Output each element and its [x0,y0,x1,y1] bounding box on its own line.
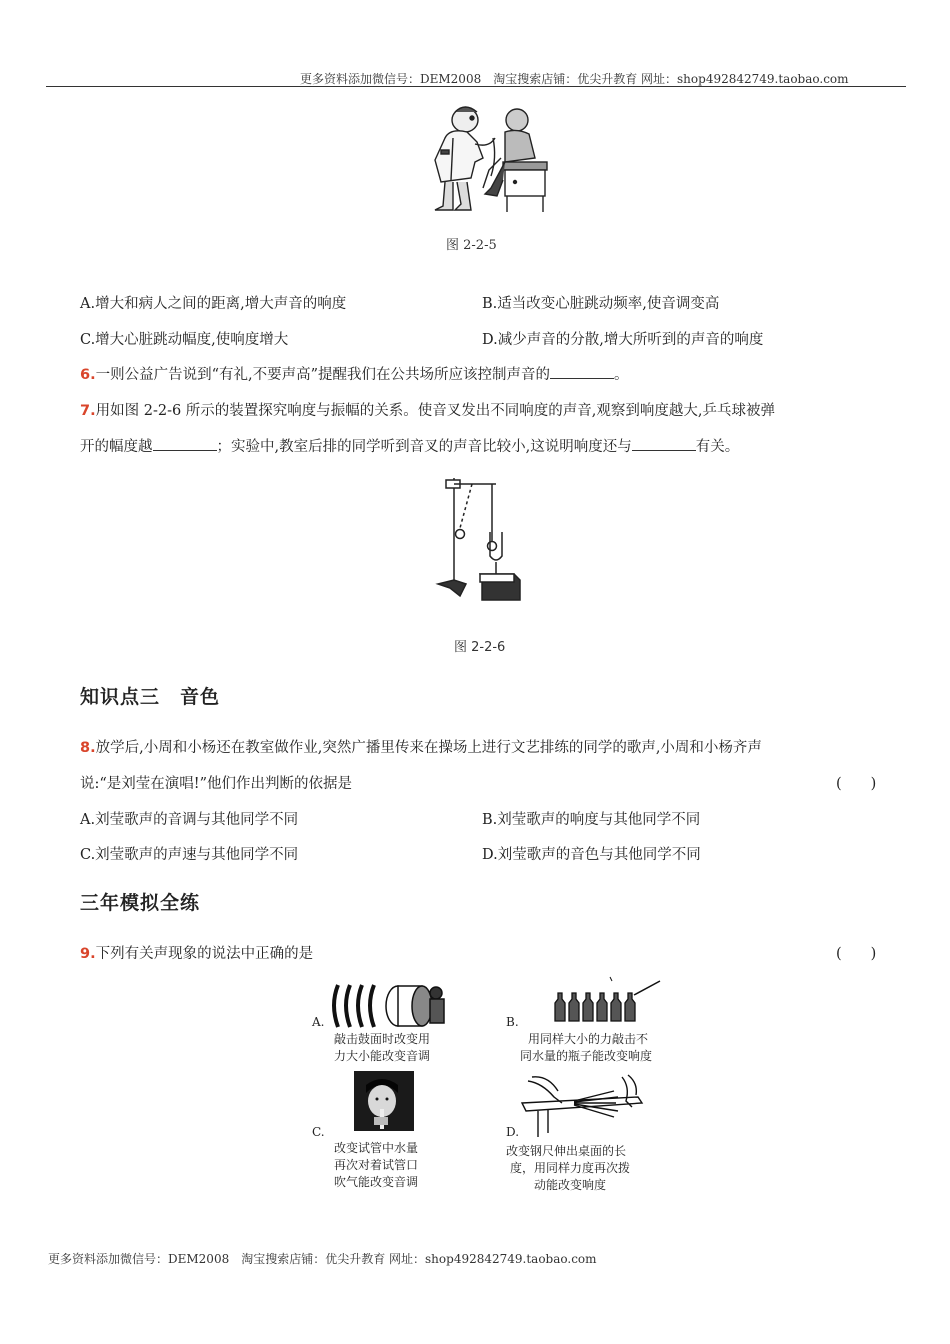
q8-option-a: A.刘莹歌声的音调与其他同学不同 [80,812,299,828]
section-title-mock: 三年模拟全练 [80,892,201,914]
q9-figure [310,975,680,1197]
page-header: 更多资料添加微信号：DEM2008 淘宝搜索店铺：优尖升教育 网址：shop492842749.taobao.com [300,72,849,86]
figure-2-2-6-caption: 图 2-2-6 [454,640,506,655]
girl-test-tube-photo [354,1071,414,1131]
q8-line2: 说:“是刘莹在演唱!”他们作出判断的依据是 [80,776,353,792]
question-7-line1 [80,399,775,420]
figure-2-2-5-caption: 图 2-2-5 [446,238,497,253]
figure-doctor-stethoscope [405,98,565,218]
q5-option-d: D.减少声音的分散,增大所听到的声音的响度 [482,332,764,348]
q7-blank-2[interactable] [632,438,696,451]
question-7-line2 [80,435,739,456]
q9-fig-a-letter: A. [312,1015,325,1029]
header-divider [46,86,906,87]
q5-option-c: C.增大心脏跳动幅度,使响度增大 [80,332,289,348]
q8-option-c: C.刘莹歌声的声速与其他同学不同 [80,847,299,863]
q5-option-a: A.增大和病人之间的距离,增大声音的响度 [80,296,347,312]
q9-fig-d-line1: 改变钢尺伸出桌面的长 [506,1144,627,1158]
question-6 [80,363,629,384]
q9-answer-paren[interactable]: ( ) [836,946,877,962]
q8-number: 8. [80,740,96,756]
q9-text: 下列有关声现象的说法中正确的是 [95,946,314,962]
q9-fig-a-line2: 力大小能改变音调 [334,1049,431,1063]
q9-fig-c-line1: 改变试管中水量 [334,1141,419,1155]
question-9 [80,942,313,963]
q6-end: 。 [614,367,629,383]
q6-number: 6. [80,367,96,383]
question-8-line1 [80,736,762,757]
q7-blank-1[interactable] [153,438,217,451]
q7-line1: 用如图 2-2-6 所示的装置探究响度与振幅的关系。使音叉发出不同响度的声音,观察到响度越大,乒乓球被弹 [95,403,776,419]
q8-option-b: B.刘莹歌声的响度与其他同学不同 [482,812,701,828]
q9-fig-d-line3: 动能改变响度 [534,1178,607,1192]
q6-text: 一则公益广告说到“有礼,不要声高”提醒我们在公共场所应该控制声音的 [95,367,551,383]
section-title-timbre: 知识点三 音色 [80,686,221,708]
q8-option-d: D.刘莹歌声的音色与其他同学不同 [482,847,701,863]
q9-fig-b-line1: 用同样大小的力敲击不 [528,1032,649,1046]
q8-answer-paren[interactable]: ( ) [836,776,877,792]
q9-fig-b-letter: B. [506,1015,519,1029]
q9-number: 9. [80,946,96,962]
ruler-desk-image [518,1073,648,1139]
q9-fig-d-line2: 度，用同样力度再次拨 [510,1161,631,1175]
q7-line2a: 开的幅度越 [80,439,153,455]
q7-number: 7. [80,403,96,419]
page-footer: 更多资料添加微信号：DEM2008 淘宝搜索店铺：优尖升教育 网址：shop492842749.taobao.com [48,1252,597,1266]
bottles-image [548,975,668,1027]
q7-line2c: 有关。 [695,439,740,455]
q9-fig-c-letter: C. [312,1125,325,1139]
drum-waves-image [328,979,448,1033]
q9-fig-d-letter: D. [506,1125,520,1139]
q8-line1: 放学后,小周和小杨还在教室做作业,突然广播里传来在操场上进行文艺排练的同学的歌声,小周和小杨齐声 [95,740,762,756]
q9-fig-c-line3: 吹气能改变音调 [334,1175,419,1189]
q5-option-b: B.适当改变心脏跳动频率,使音调变高 [482,296,720,312]
q9-fig-c-line2: 再次对着试管口 [334,1158,419,1172]
q9-fig-b-line2: 同水量的瓶子能改变响度 [520,1049,653,1063]
q7-line2b: ；实验中,教室后排的同学听到音叉的声音比较小,这说明响度还与 [216,439,632,455]
q6-blank[interactable] [550,366,614,379]
q9-fig-a-line1: 敲击鼓面时改变用 [334,1032,431,1046]
figure-tuning-fork-apparatus [432,472,532,608]
